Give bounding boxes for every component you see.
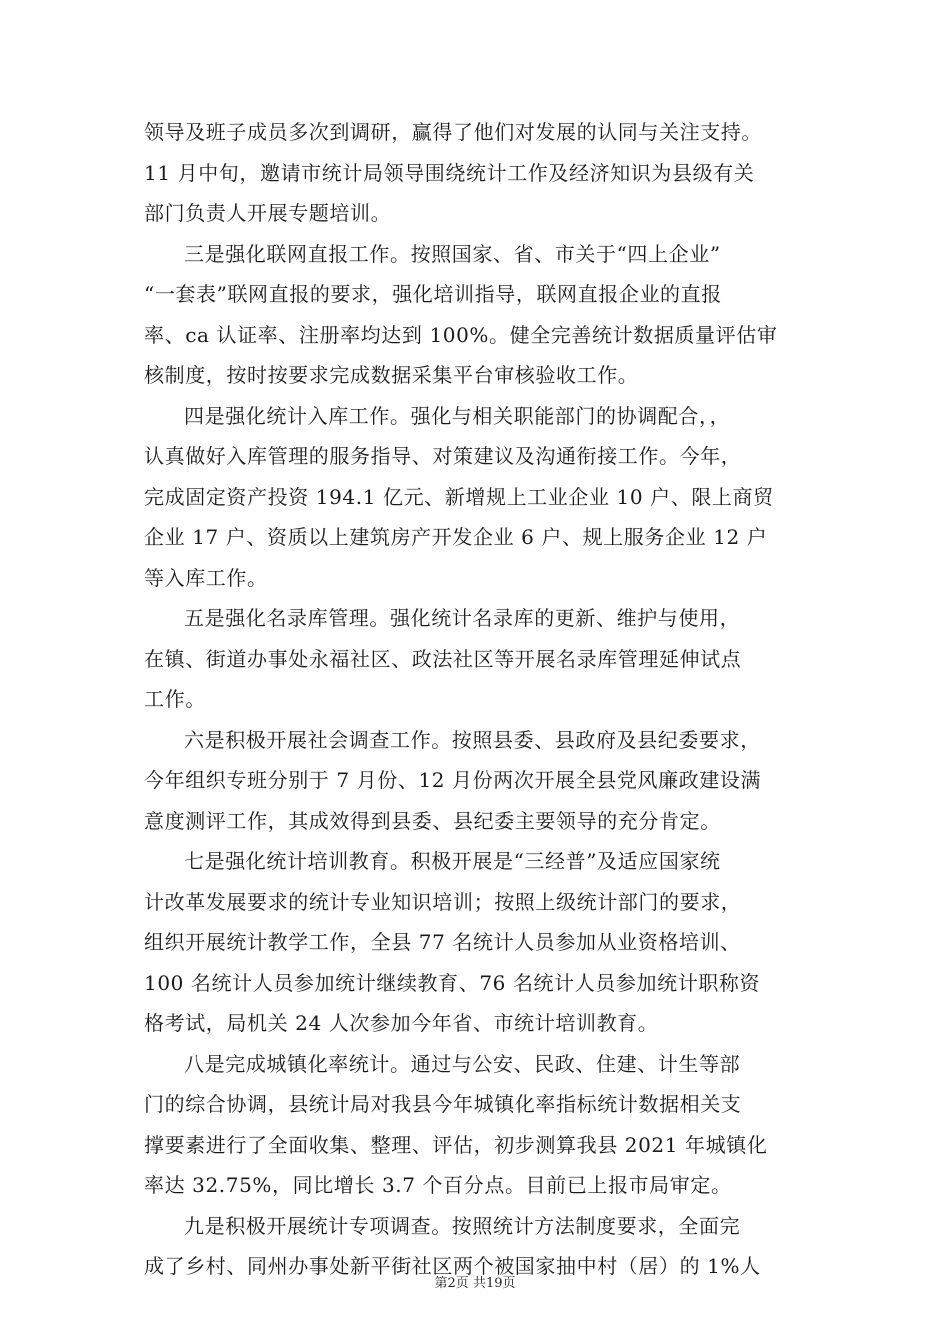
body-line: 意度测评工作，其成效得到县委、县纪委主要领导的充分肯定。 <box>144 808 721 833</box>
paragraph-start-line: 六是积极开展社会调查工作。按照县委、县政府及县纪委要求， <box>184 727 761 752</box>
page-footer <box>0 1272 950 1291</box>
body-line: 核制度，按时按要求完成数据采集平台审核验收工作。 <box>144 363 639 387</box>
body-line: 成了乡村、同州办事处新平街社区两个被国家抽中村（居）的 1%人 <box>144 1254 761 1278</box>
body-line: 认真做好入库管理的服务指导、对策建议及沟通衔接工作。今年， <box>144 444 742 468</box>
body-line: 在镇、街道办事处永福社区、政法社区等开展名录库管理延伸试点 <box>144 646 742 671</box>
paragraph-start-line: 九是积极开展统计专项调查。按照统计方法制度要求，全面完 <box>184 1213 741 1238</box>
paragraph-start-line: 四是强化统计入库工作。强化与相关职能部门的协调配合，， <box>184 403 731 428</box>
body-line: 门的综合协调，县统计局对我县今年城镇化率指标统计数据相关支 <box>144 1092 742 1116</box>
body-line: 率、ca 认证率、注册率均达到 100%。健全完善统计数据质量评估审 <box>144 322 778 347</box>
body-line: 完成固定资产投资 194.1 亿元、新增规上工业企业 10 户、限上商贸 <box>144 484 774 509</box>
body-line: 组织开展统计教学工作，全县 77 名统计人员参加从业资格培训、 <box>144 930 741 954</box>
footer-total-pages: 19 <box>485 1276 503 1291</box>
body-line: 率达 32.75%，同比增长 3.7 个百分点。目前已上报市局审定。 <box>144 1173 732 1197</box>
body-line: 部门负责人开展专题培训。 <box>144 201 392 225</box>
body-line: 撑要素进行了全面收集、整理、评估，初步测算我县 2021 年城镇化 <box>144 1132 768 1157</box>
footer-middle: 页 共 <box>455 1276 486 1291</box>
body-line: 等入库工作。 <box>144 565 268 590</box>
footer-suffix: 页 <box>502 1276 516 1291</box>
body-line: 100 名统计人员参加统计继续教育、76 名统计人员参加统计职称资 <box>144 970 761 995</box>
paragraph-start-line: 八是完成城镇化率统计。通过与公安、民政、住建、计生等部 <box>184 1051 741 1076</box>
body-line: 计改革发展要求的统计专业知识培训；按照上级统计部门的要求， <box>144 889 742 914</box>
footer-prefix: 第 <box>434 1276 448 1291</box>
body-line: 工作。 <box>144 687 206 711</box>
body-line: 11 月中旬，邀请市统计局领导围绕统计工作及经济知识为县级有关 <box>144 160 755 185</box>
document-body <box>144 112 812 1287</box>
body-line: 格考试，局机关 24 人次参加今年省、市统计培训教育。 <box>144 1011 659 1035</box>
footer-page-number: 2 <box>447 1276 456 1291</box>
body-line: 企业 17 户、资质以上建筑房产开发企业 6 户、规上服务企业 12 户 <box>144 525 768 549</box>
paragraph-start-line: 五是强化名录库管理。强化统计名录库的更新、维护与使用， <box>184 606 741 630</box>
paragraph-start-line: 七是强化统计培训教育。积极开展是“三经普”及适应国家统 <box>184 849 721 873</box>
body-line: “一套表”联网直报的要求，强化培训指导，联网直报企业的直报 <box>144 282 722 306</box>
paragraph-start-line: 三是强化联网直报工作。按照国家、省、市关于“四上企业” <box>184 241 721 266</box>
body-line: 今年组织专班分别于 7 月份、12 月份两次开展全县党风廉政建设满 <box>144 768 762 792</box>
body-line: 领导及班子成员多次到调研，赢得了他们对发展的认同与关注支持。 <box>144 120 762 144</box>
